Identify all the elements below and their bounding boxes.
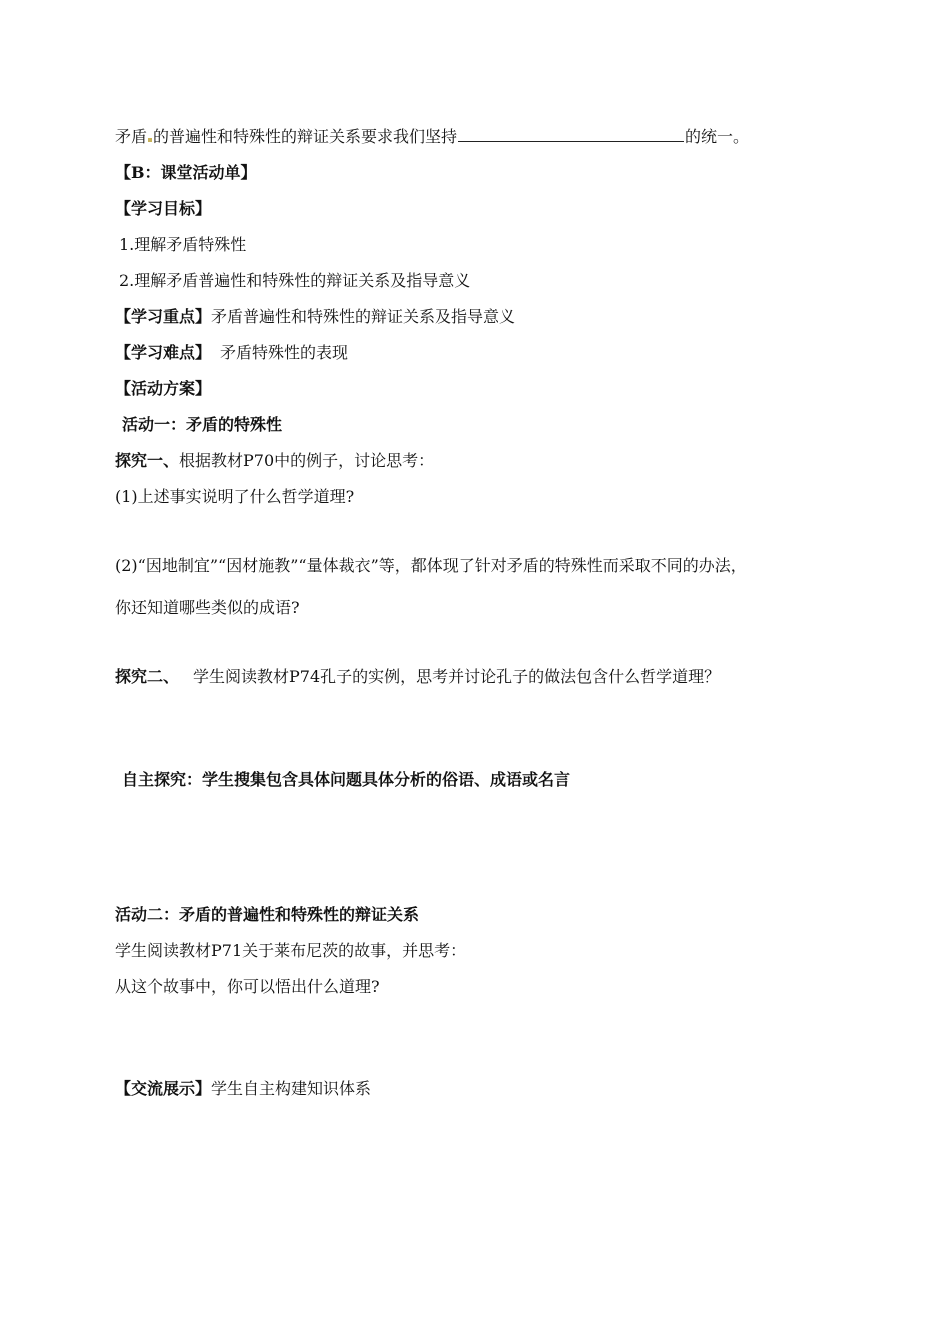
activity2-line2: 从这个故事中，你可以悟出什么道理? <box>115 977 380 996</box>
goal-item-1: 1.理解矛盾特殊性 <box>119 235 247 254</box>
difficulty-text: 矛盾特殊性的表现 <box>220 343 349 362</box>
plan-heading: 【活动方案】 <box>115 379 212 398</box>
question-2-line1: (2)“因地制宜”“因材施教”“量体裁衣”等，都体现了针对矛盾的特殊性而采取不同的办法， <box>115 556 747 575</box>
difficulty-line <box>115 342 348 364</box>
explore1-line <box>115 450 434 472</box>
difficulty-label: 【学习难点】 <box>115 343 212 362</box>
key-point-label: 【学习重点】 <box>115 307 212 326</box>
goal-item-2: 2.理解矛盾普遍性和特殊性的辩证关系及指导意义 <box>119 271 471 290</box>
intro-line <box>115 126 749 148</box>
explore1-text: 根据教材P70中的例子，讨论思考： <box>179 451 435 470</box>
intro-text-part3: 的统一。 <box>685 127 750 146</box>
small-mark <box>148 138 152 142</box>
self-explore-heading: 自主探究：学生搜集包含具体问题具体分析的俗语、成语或名言 <box>122 770 571 789</box>
question-2-line2: 你还知道哪些类似的成语? <box>115 598 300 617</box>
section-b-heading: 【B：课堂活动单】 <box>115 163 257 182</box>
activity2-line1: 学生阅读教材P71关于莱布尼茨的故事，并思考： <box>115 941 467 960</box>
question-1: (1)上述事实说明了什么哲学道理? <box>115 487 355 506</box>
exchange-label: 【交流展示】 <box>115 1079 212 1098</box>
exchange-text: 学生自主构建知识体系 <box>211 1079 372 1098</box>
explore2-line <box>115 666 720 688</box>
exchange-line <box>115 1078 371 1100</box>
key-point-text: 矛盾普遍性和特殊性的辩证关系及指导意义 <box>211 307 516 326</box>
key-point-line <box>115 306 515 328</box>
fill-in-blank[interactable] <box>458 126 684 142</box>
explore1-label: 探究一、 <box>115 451 180 470</box>
activity1-title: 活动一：矛盾的特殊性 <box>122 415 283 434</box>
intro-text-part2: 的普遍性和特殊性的辩证关系要求我们坚持 <box>153 127 458 146</box>
explore2-text: 学生阅读教材P74孔子的实例，思考并讨论孔子的做法包含什么哲学道理？ <box>193 667 721 686</box>
explore2-label: 探究二、 <box>115 667 180 686</box>
activity2-title: 活动二：矛盾的普遍性和特殊性的辩证关系 <box>115 905 420 924</box>
intro-text-part1: 矛盾 <box>115 127 148 146</box>
goals-heading: 【学习目标】 <box>115 199 212 218</box>
